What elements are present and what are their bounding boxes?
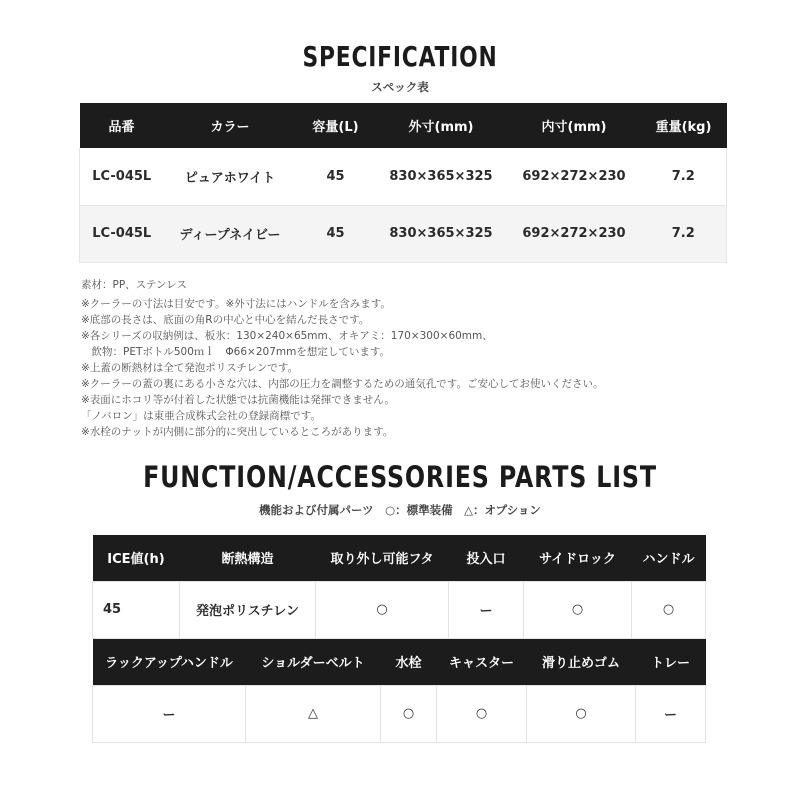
table-cell: ピュアホワイト xyxy=(164,148,297,205)
table-cell: 7.2 xyxy=(641,205,727,262)
ice-value-cell: 45 xyxy=(93,581,180,638)
spec-header-cell: 内寸(mm) xyxy=(508,103,641,148)
note-line: ※各シリーズの収納例は、板氷：130×240×65mm、オキアミ：170×300×60mm、 xyxy=(81,330,493,342)
note-line: 素材：PP、ステンレス xyxy=(81,279,187,291)
spec-title: SPECIFICATION xyxy=(302,40,498,73)
function-table-2 xyxy=(92,639,706,743)
function-header-cell: キャスター xyxy=(437,639,527,685)
function-header-cell: 断熱構造 xyxy=(180,535,316,581)
tray-cell: ー xyxy=(636,685,706,742)
function-title: FUNCTION/ACCESSORIES PARTS LIST xyxy=(143,460,657,494)
rackup-handle-cell: ー xyxy=(93,685,246,742)
note-line: ※クーラーの蓋の裏にある小さな穴は、内部の圧力を調整するための通気孔です。ご安心してお使いください。 xyxy=(81,378,604,390)
table-cell: 45 xyxy=(297,148,375,205)
function-table-1 xyxy=(92,535,706,639)
table-cell: 692×272×230 xyxy=(508,148,641,205)
function-header-cell: 投入口 xyxy=(449,535,524,581)
handle-cell: ○ xyxy=(632,581,706,638)
table-cell: 692×272×230 xyxy=(508,205,641,262)
function-header-cell: ICE値(h) xyxy=(93,535,180,581)
table-cell: 830×365×325 xyxy=(375,148,508,205)
spec-header-cell: 重量(kg) xyxy=(641,103,727,148)
function-header-cell: 滑り止めゴム xyxy=(527,639,636,685)
note-line: ※クーラーの寸法は目安です。※外寸法にはハンドルを含みます。 xyxy=(81,298,391,310)
spec-subtitle: スペック表 xyxy=(371,80,429,94)
spec-header-row xyxy=(80,103,727,148)
drain-plug-cell: ○ xyxy=(381,685,437,742)
table-row xyxy=(93,685,706,742)
note-line: 飲物：PETボトル500ｍｌ Φ66×207mmを想定しています。 xyxy=(81,346,391,358)
non-slip-rubber-cell: ○ xyxy=(527,685,636,742)
spec-notes xyxy=(81,277,781,440)
table-cell: 830×365×325 xyxy=(375,205,508,262)
function-subtitle: 機能および付属パーツ ○：標準装備 △：オプション xyxy=(259,503,541,517)
table-cell: ディープネイビー xyxy=(164,205,297,262)
shoulder-belt-cell: △ xyxy=(246,685,381,742)
function-header-cell: 取り外し可能フタ xyxy=(316,535,449,581)
note-line: ※底部の長さは、底面の角Rの中心と中心を結んだ長さです。 xyxy=(81,314,370,326)
note-line: ※上蓋の断熱材は全て発泡ポリスチレンです。 xyxy=(81,362,299,374)
table-cell: LC-045L xyxy=(80,205,164,262)
removable-lid-cell: ○ xyxy=(316,581,449,638)
spec-header-cell: 品番 xyxy=(80,103,164,148)
note-line: 「ノバロン」は東亜合成株式会社の登録商標です。 xyxy=(81,410,321,422)
table-cell: 7.2 xyxy=(641,148,727,205)
spec-table xyxy=(79,103,727,263)
table-cell: LC-045L xyxy=(80,148,164,205)
spec-header-cell: カラー xyxy=(164,103,297,148)
function-header-cell: トレー xyxy=(636,639,706,685)
inlet-cell: ー xyxy=(449,581,524,638)
side-lock-cell: ○ xyxy=(524,581,632,638)
insulation-cell: 発泡ポリスチレン xyxy=(180,581,316,638)
table-row xyxy=(93,581,706,638)
table-row xyxy=(80,148,727,205)
function-header-cell: サイドロック xyxy=(524,535,632,581)
spec-header-cell: 容量(L) xyxy=(297,103,375,148)
function-header-cell: ラックアップハンドル xyxy=(93,639,246,685)
table-cell: 45 xyxy=(297,205,375,262)
function-header-cell: ハンドル xyxy=(632,535,706,581)
caster-cell: ○ xyxy=(437,685,527,742)
note-line: ※水栓のナットが内側に部分的に突出しているところがあります。 xyxy=(81,426,394,438)
table-row xyxy=(80,205,727,262)
note-line: ※表面にホコリ等が付着した状態では抗菌機能は発揮できません。 xyxy=(81,394,395,406)
function-header-cell: ショルダーベルト xyxy=(246,639,381,685)
spec-header-cell: 外寸(mm) xyxy=(375,103,508,148)
function-header-row xyxy=(93,639,706,685)
function-header-row xyxy=(93,535,706,581)
function-header-cell: 水栓 xyxy=(381,639,437,685)
